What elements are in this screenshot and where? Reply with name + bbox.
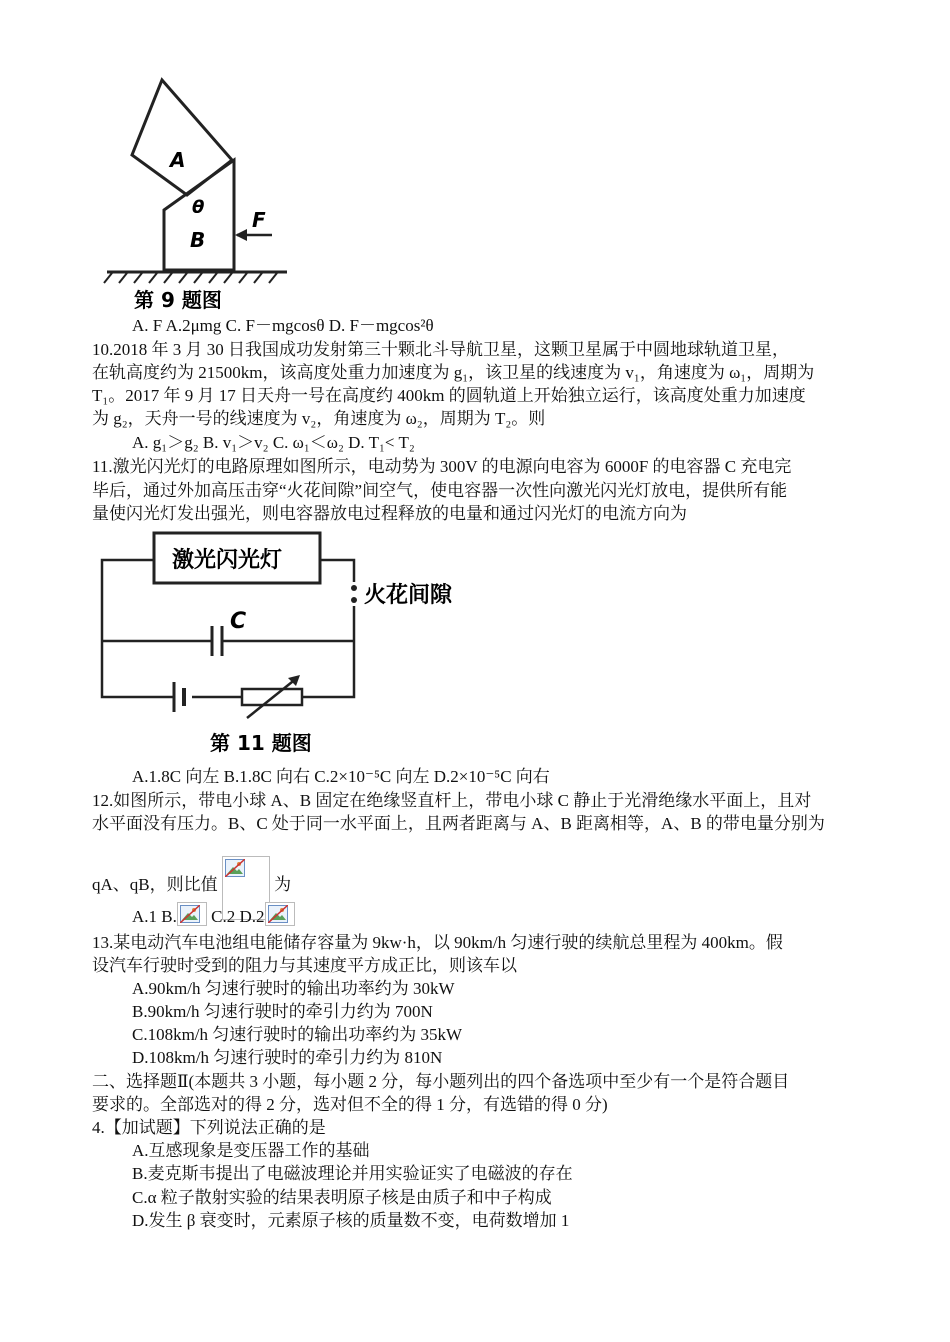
figure-11-caption: 第 11 题图 <box>210 731 312 755</box>
figure-9-caption: 第 9 题图 <box>134 288 222 312</box>
q13-option-b: B.90km/h 匀速行驶时的牵引力约为 700N <box>132 1002 433 1021</box>
block-a <box>132 80 232 195</box>
q10-text-4: 为 g₂，天舟一号的线速度为 v₂，角速度为 ω₂，周期为 T₂。则 <box>92 409 546 428</box>
q13-text-1: 13.某电动汽车电池组电能储存容量为 9kw·h，以 90km/h 匀速行驶的续航总里程为 400km。假 <box>92 933 783 952</box>
q11-text-2: 毕后，通过外加高压击穿“火花间隙”间空气，使电容器一次性向激光闪光灯放电，提供所有能 <box>92 481 788 500</box>
label-b: B <box>190 228 206 252</box>
label-theta: θ <box>192 197 205 218</box>
q4-text: 4.【加试题】下列说法正确的是 <box>92 1118 326 1137</box>
q4-option-d: D.发生 β 衰变时，元素原子核的质量数不变，电荷数增加 1 <box>132 1211 570 1230</box>
spark-gap-upper <box>351 585 357 591</box>
q13-option-a: A.90km/h 匀速行驶时的输出功率约为 30kW <box>132 979 455 998</box>
q4-option-b: B.麦克斯韦提出了电磁波理论并用实验证实了电磁波的存在 <box>132 1164 573 1183</box>
section-2-text-2: 要求的。全部选对的得 2 分，选对但不全的得 1 分，有选错的得 0 分) <box>92 1095 608 1114</box>
figure-9 <box>92 75 292 315</box>
q13-option-c: C.108km/h 匀速行驶时的输出功率约为 35kW <box>132 1025 463 1044</box>
wire-top-right <box>320 560 354 582</box>
cap-label: C <box>230 609 247 634</box>
q13-option-d: D.108km/h 匀速行驶时的牵引力约为 810N <box>132 1048 443 1067</box>
force-arrow-head <box>235 229 247 241</box>
lamp-label: 激光闪光灯 <box>172 548 283 573</box>
wire-right <box>192 606 354 697</box>
q12-option-cd: C.2 D.2 <box>206 907 265 926</box>
label-f: F <box>252 208 266 232</box>
q13-text-2: 设汽车行驶时受到的阻力与其速度平方成正比，则该车以 <box>92 956 517 975</box>
q10-options: A. g₁＞g₂ B. v₁＞v₂ C. ω₁＜ω₂ D. T₁< T₂ <box>132 433 415 452</box>
q10-text-1: 10.2018 年 3 月 30 日我国成功发射第三十颗北斗导航卫星，这颗卫星属于中圆地球轨道卫星， <box>92 340 789 359</box>
q11-text-1: 11.激光闪光灯的电路原理如图所示，电动势为 300V 的电源向电容为 6000F 的电容器 C 充电完 <box>92 457 792 476</box>
broken-image-icon <box>265 902 295 926</box>
q11-options: A.1.8C 向左 B.1.8C 向右 C.2×10⁻⁵C 向左 D.2×10⁻⁵C 向右 <box>132 767 550 786</box>
spark-gap-label: 火花间隙 <box>364 583 453 608</box>
q4-option-a: A.互感现象是变压器工作的基础 <box>132 1141 370 1160</box>
label-a: A <box>170 148 186 172</box>
wire-top-left <box>102 560 174 697</box>
q12-text-2: 水平面没有压力。B、C 处于同一水平面上，且两者距离与 A、B 距离相等，A、B 的带电量分别为 <box>92 814 825 833</box>
q10-text-3: T₁。2017 年 9 月 17 日天舟一号在高度约 400km 的圆轨道上开始独立运行，该高度处重力加速度 <box>92 386 806 405</box>
q4-option-c: C.α 粒子散射实验的结果表明原子核是由质子和中子构成 <box>132 1188 552 1207</box>
q10-text-2: 在轨高度约为 21500km，该高度处重力加速度为 g₁，该卫星的线速度为 v₁，角速度为 ω₁，周期为 <box>92 363 815 382</box>
figure-11 <box>92 530 472 760</box>
ground-hatch <box>104 273 277 283</box>
q12-text-3b: 为 <box>274 875 292 894</box>
q12-option-ab: A.1 B. <box>132 907 177 926</box>
q12-text-3a: qA、qB，则比值 <box>92 875 218 894</box>
section-2-text-1: 二、选择题Ⅱ(本题共 3 小题，每小题 2 分，每小题列出的四个备选项中至少有一个是符合题目 <box>92 1072 790 1091</box>
q11-text-3: 量使闪光灯发出强光，则电容器放电过程释放的电量和通过闪光灯的电流方向为 <box>92 504 687 523</box>
q12-options <box>132 902 295 928</box>
q12-text-1: 12.如图所示，带电小球 A、B 固定在绝缘竖直杆上，带电小球 C 静止于光滑绝缘水平面上，且对 <box>92 791 812 810</box>
broken-image-icon <box>177 902 207 926</box>
q9-options: A. F A.2μmg C. F－mgcosθ D. F－mgcos²θ <box>132 316 434 335</box>
spark-gap-lower <box>351 597 357 603</box>
